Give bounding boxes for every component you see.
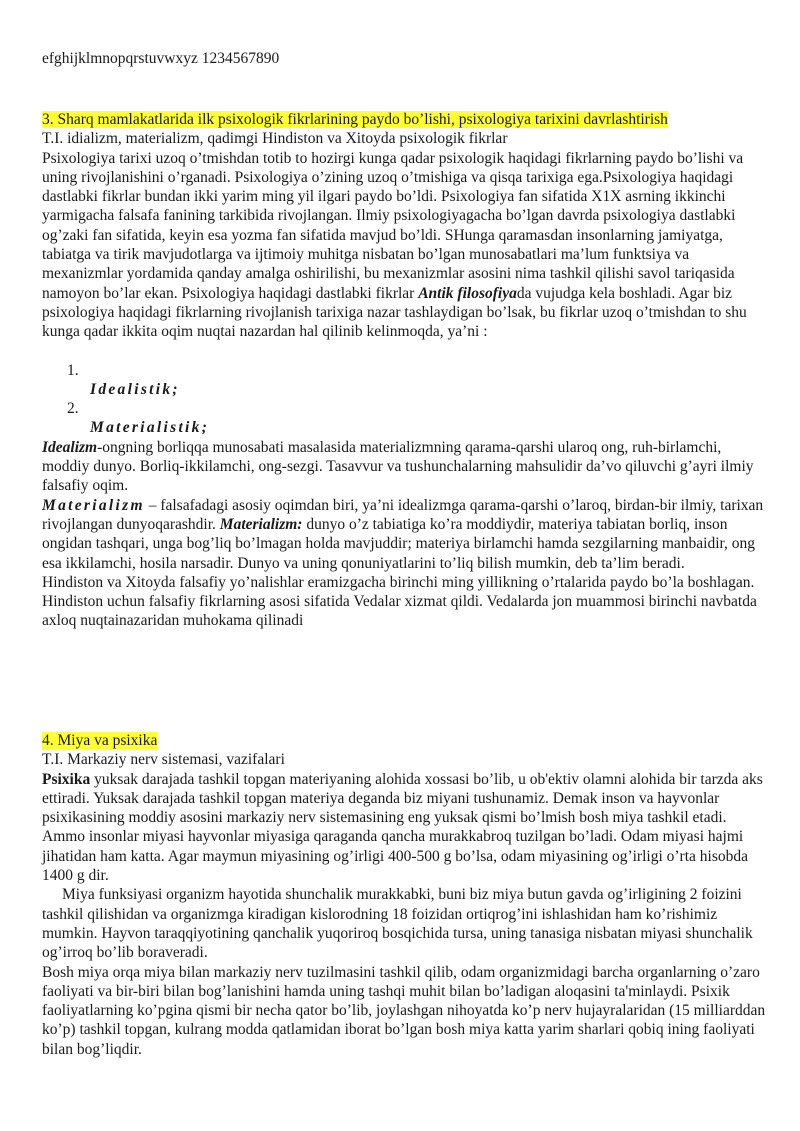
- p1-text-b: da vujudga kela boshladi. Agar biz psixologiya haqidagi fikrlarning rivojlanish tarixiga nazar tashlaydigan bo’lsak, bu fikrlar uzoq o’tmishdan to shu kunga qadar ikkita oqim nuqtai nazardan hal qilinib kelinmoqda, ya’ni :: [42, 284, 747, 341]
- idealizm-term: Idealizm: [42, 438, 98, 456]
- materializm-text-b: dunyo o’z tabiatiga ko’ra moddiydir, materiya tabiatan borliq, inson ongidan tashqari, unga bog’liq bo’lmagan holda mavjuddir; materiya birlamchi hamda sezgilarning manbaidir, ong esa ikkilamchi, hosila narsadir. Dunyo va uning qonuniyatlarini to’liq bilish mumkin, deb ta’lim beradi.: [42, 515, 756, 572]
- psixika-term: Psixika: [42, 770, 91, 788]
- idealizm-text: -ongning borliqqa munosabati masalasida materializmning qarama-qarshi ularoq ong, ruh-birlamchi, moddiy dunyo. Borliq-ikkilamchi, ong-sezgi. Tasavvur va tushunchalarning mahsulidir da’vo qiluvchi g’ayri ilmiy falsafiy oqim.: [42, 438, 754, 495]
- list-item-number: 1.: [67, 361, 79, 379]
- materializm-term: Materializm: [42, 496, 145, 514]
- section-4-ti: T.I. Markaziy nerv sistemasi, vazifalari: [42, 751, 285, 769]
- bosh-miya-paragraph: Bosh miya orqa miya bilan markaziy nerv tuzilmasini tashkil qilib, odam organizmidagi barcha organlarning o’zaro faoliyati va bir-biri bilan bog’lanishini hamda uning tashqi muhit bilan bo’ladigan aloqasini ta'minlaydi. Psixik faoliyatlarning ko’pgina qismi bir necha qator bo’lib, joylashgan nihoyatda ko’p nerv hujayralaridan (15 milliarddan ko’p) tashkil topgan, kulrang modda qatlamidan iborat bo’lgan bosh miya katta yarim sharlari qobiq ining faoliyati bilan bog’liqdir.: [42, 963, 766, 1058]
- currents-list: [42, 361, 772, 438]
- section-4-heading: 4. Miya va psixika: [42, 732, 158, 749]
- section-3-heading: 3. Sharq mamlakatlarida ilk psixologik fikrlarining paydo bo’lishi, psixologiya tarixini davrlashtirish: [42, 111, 668, 128]
- miya-funksiyasi-paragraph: Miya funksiyasi organizm hayotida shunchalik murakkabki, buni biz miya butun gavda og’irligining 2 foizini tashkil qilishidan va organizmga kiradigan kislorodning 18 foizidan ortiqrog’ini ishlashidan ham ko’rishimiz mumkin. Hayvon taraqqiyotining qanchalik yuqoriroq bosqichida tursa, uning tanasiga nisbatan miyasi shunchalik og’irroq bo’lib boraveradi.: [42, 886, 753, 962]
- hindiston-paragraph: Hindiston va Xitoyda falsafiy yo’nalishlar eramizgacha birinchi ming yillikning o’rtalarida paydo bo’la boshlagan. Hindiston uchun falsafiy fikrlarning asosi sifatida Vedalar xizmat qildi. Vedalarda jon muammosi birinchi navbatda axloq nuqtainazaridan muhokama qilinadi: [42, 573, 757, 630]
- p1-text-a: Psixologiya tarixi uzoq o’tmishdan totib to hozirgi kunga qadar psixologik haqidagi fikrlarning paydo bo’lishi va uning rivojlanishini o’rganadi. Psixologiya o’zining uzoq o’tmishiga va qisqa tarixiga ega.Psixologiya haqidagi dastlabki fikrlar bundan ikki yarim ming yil ilgari paydo bo’ldi. Psixologiya fan sifatida X1X asrning ikkinchi yarmigacha falsafa fanining tarkibida rivojlangan. Ilmiy psixologiyagacha bo’lgan davrda psixologiya dastlabki og’zaki fan sifatida, keyin esa yozma fan sifatida mavjud bo’ldi. SHunga qaramasdan insonlarning jamiyatga, tabiatga va tirik mavjudotlarga va ijtimoiy muhitga nisbatan bo’lgan munosabatlari ma’lum funktsiya va mexanizmlar yordamida qanday amalga oshirilishi, bu mexanizmlar asosini nima tashkil qilishi savol tariqasida namoyon bo’lar ekan. Psixologiya haqidagi dastlabki fikrlar: [42, 149, 744, 302]
- section-4: [42, 731, 772, 1059]
- section-3-ti: T.I. idializm, materializm, qadimgi Hindiston va Xitoyda psixologik fikrlar: [42, 130, 508, 148]
- list-item-number: 2.: [67, 400, 79, 418]
- section-3-paragraph-1: [42, 149, 772, 342]
- list-item-term: Idealistik;: [90, 380, 180, 398]
- materializm-paragraph: [42, 496, 772, 573]
- materializm-term-2: Materializm:: [219, 515, 303, 533]
- idealizm-paragraph: [42, 438, 772, 496]
- materializm-text-a: – falsafadagi asosiy oqimdan biri, ya’ni idealizmga qarama-qarshi o’laroq, birdan-bir ilmiy, tarixan rivojlangan dunyoqarashdir.: [42, 496, 764, 533]
- p1-bold-term: Antik filosofiya: [418, 284, 517, 302]
- list-item-term: Materialistik;: [90, 419, 210, 437]
- section-3: [42, 110, 772, 631]
- psixika-paragraph: [42, 770, 772, 886]
- alphabet-line: efghijklmnopqrstuvwxyz 1234567890: [42, 50, 280, 67]
- psixika-text: yuksak darajada tashkil topgan materiyaning alohida xossasi bo’lib, u ob'ektiv olamni alohida bir tarzda aks ettiradi. Yuksak darajada tashkil topgan materiya deganda biz miyani tushunamiz. Demak inson va hayvonlar psixikasining moddiy asosini markaziy nerv sistemasining eng yuksak qismi bo’lmish bosh miya tashkil etadi. Ammo insonlar miyasi hayvonlar miyasiga qaraganda qancha murakkabroq tuzilgan bo’ladi. Odam miyasi hajmi jihatidan ham katta. Agar maymun miyasining og’irligi 400-500 g bo’lsa, odam miyasining og’irligi o’rta hisobda 1400 g dir.: [42, 770, 763, 885]
